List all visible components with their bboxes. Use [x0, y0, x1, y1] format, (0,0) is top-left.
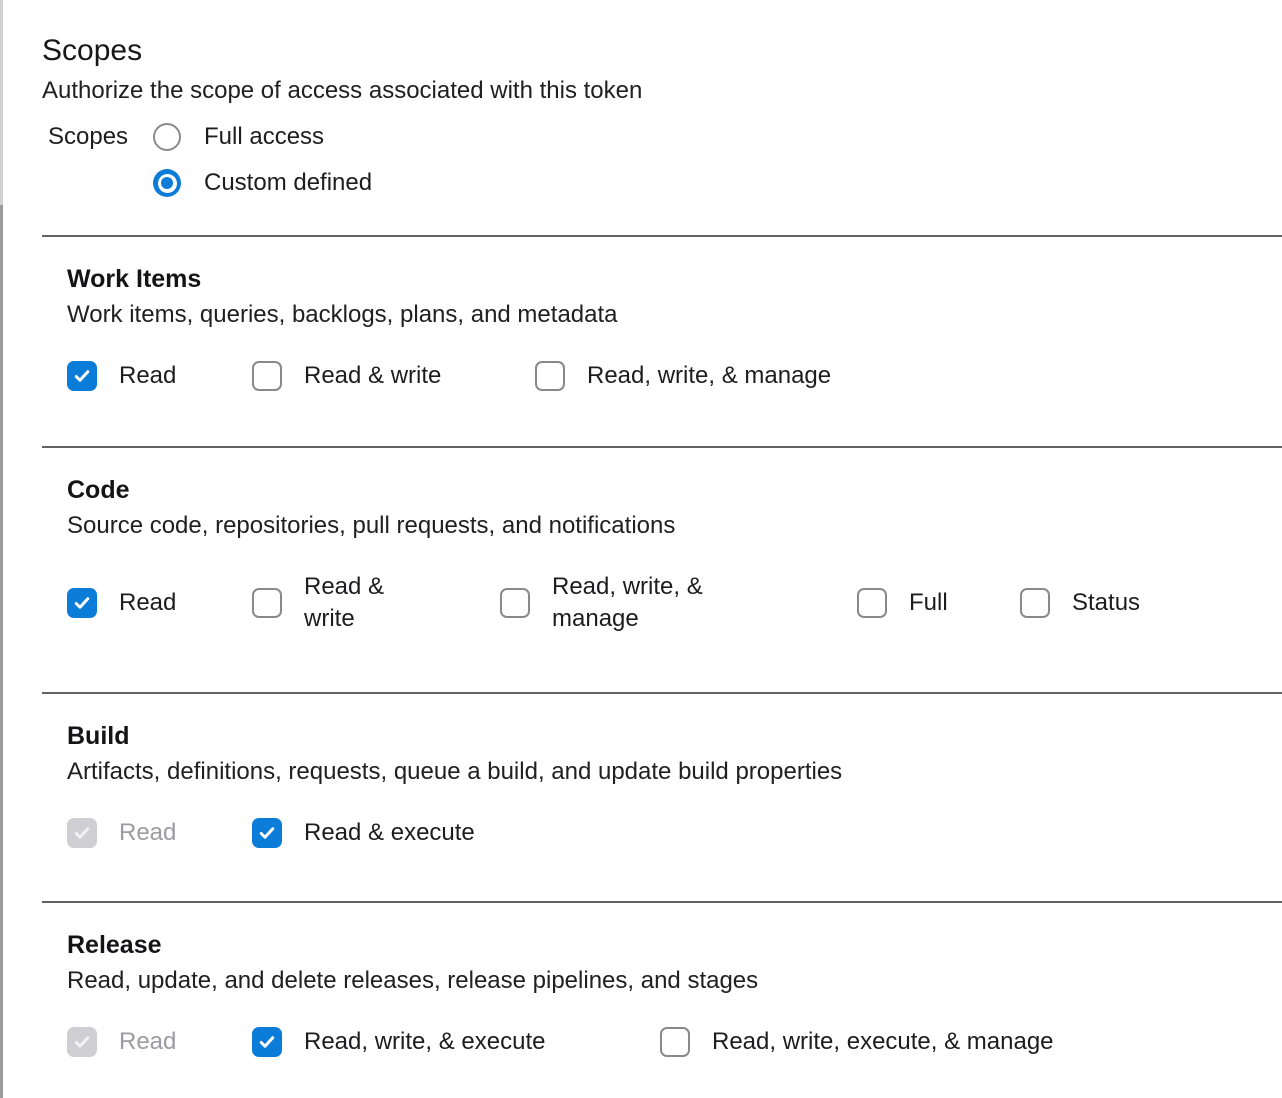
- section-title: Release: [67, 931, 162, 959]
- code-full-option: [857, 587, 1020, 619]
- code-read-option: [67, 587, 252, 619]
- work-items-read-write-manage-option: [535, 360, 831, 392]
- check-icon: [72, 593, 92, 613]
- checkbox-label[interactable]: Read, write, & execute: [304, 1028, 546, 1055]
- release-read-write-execute-option: [252, 1026, 660, 1058]
- section-build: [42, 694, 1282, 901]
- release-read-write-execute-manage-option: [660, 1026, 1054, 1058]
- code-status-checkbox[interactable]: [1020, 588, 1050, 618]
- work-items-options: [67, 360, 1282, 392]
- checkbox-label[interactable]: Read & write: [304, 573, 385, 632]
- code-read-write-checkbox[interactable]: [252, 588, 282, 618]
- build-read-option: [67, 817, 252, 849]
- section-code: [42, 448, 1282, 692]
- checkbox-label: Read: [119, 1028, 177, 1055]
- check-icon: [257, 1032, 277, 1052]
- left-scrollbar-thumb[interactable]: [0, 205, 3, 1098]
- section-description: Read, update, and delete releases, release pipelines, and stages: [67, 967, 759, 994]
- code-read-write-option: [252, 571, 500, 635]
- full-access-radio[interactable]: [153, 123, 181, 151]
- page-title: Scopes: [42, 34, 143, 67]
- checkbox-label: Read: [119, 819, 177, 846]
- build-read-execute-checkbox[interactable]: [252, 818, 282, 848]
- checkbox-label[interactable]: Full: [909, 589, 948, 616]
- scopes-radio-group: [42, 114, 1282, 206]
- work-items-read-option: [67, 360, 252, 392]
- page-subtitle: Authorize the scope of access associated with this token: [42, 77, 643, 104]
- release-read-checkbox-disabled: [67, 1027, 97, 1057]
- build-options: [67, 817, 1282, 849]
- code-full-checkbox[interactable]: [857, 588, 887, 618]
- section-title: Code: [67, 476, 130, 504]
- full-access-radio-label[interactable]: Full access: [204, 123, 325, 150]
- check-icon: [257, 823, 277, 843]
- radio-row-custom-defined: [42, 160, 1282, 206]
- code-read-write-manage-checkbox[interactable]: [500, 588, 530, 618]
- work-items-read-checkbox[interactable]: [67, 361, 97, 391]
- release-read-write-execute-manage-checkbox[interactable]: [660, 1027, 690, 1057]
- release-read-option: [67, 1026, 252, 1058]
- checkbox-label[interactable]: Read: [119, 589, 177, 616]
- build-read-execute-option: [252, 817, 475, 849]
- checkbox-label[interactable]: Read, write, & manage: [587, 362, 832, 389]
- check-icon: [72, 1032, 92, 1052]
- work-items-read-write-option: [252, 360, 535, 392]
- section-title: Work Items: [67, 265, 202, 293]
- work-items-read-write-checkbox[interactable]: [252, 361, 282, 391]
- code-status-option: [1020, 587, 1140, 619]
- check-icon: [72, 366, 92, 386]
- checkbox-label[interactable]: Read, write, & manage: [552, 573, 703, 632]
- section-description: Work items, queries, backlogs, plans, and metadata: [67, 301, 618, 328]
- build-read-checkbox-disabled: [67, 818, 97, 848]
- release-options: [67, 1026, 1282, 1058]
- custom-defined-radio[interactable]: [153, 169, 181, 197]
- section-description: Artifacts, definitions, requests, queue a build, and update build properties: [67, 758, 843, 785]
- custom-defined-radio-label[interactable]: Custom defined: [204, 169, 373, 196]
- radio-row-full-access: [42, 114, 1282, 160]
- section-description: Source code, repositories, pull requests, and notifications: [67, 512, 676, 539]
- checkbox-label[interactable]: Status: [1072, 589, 1141, 616]
- scopes-field-label: Scopes: [48, 123, 129, 150]
- section-title: Build: [67, 722, 130, 750]
- checkbox-label[interactable]: Read & execute: [304, 819, 475, 846]
- check-icon: [72, 823, 92, 843]
- code-options: [67, 571, 1282, 635]
- release-read-write-execute-checkbox[interactable]: [252, 1027, 282, 1057]
- section-release: [42, 903, 1282, 1058]
- code-read-write-manage-option: [500, 571, 857, 635]
- checkbox-label[interactable]: Read, write, execute, & manage: [712, 1028, 1054, 1055]
- checkbox-label[interactable]: Read: [119, 362, 177, 389]
- left-scrollbar-track: [0, 0, 3, 1098]
- checkbox-label[interactable]: Read & write: [304, 362, 442, 389]
- section-work-items: [42, 237, 1282, 446]
- code-read-checkbox[interactable]: [67, 588, 97, 618]
- work-items-read-write-manage-checkbox[interactable]: [535, 361, 565, 391]
